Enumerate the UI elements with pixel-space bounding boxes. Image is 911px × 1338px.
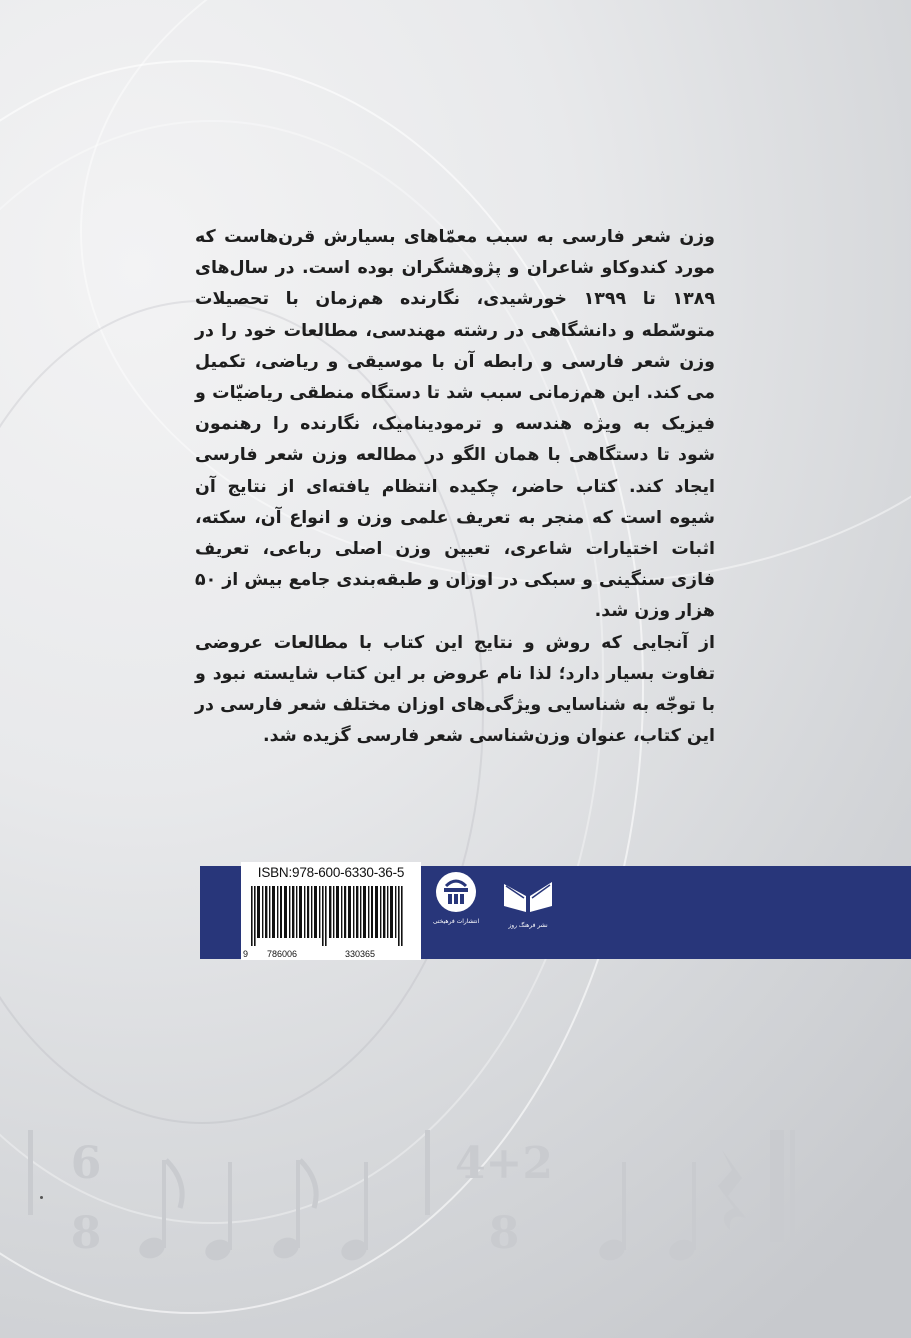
barcode-digits-right: 330365 [345, 949, 376, 959]
eighth-note-icon [136, 1160, 182, 1262]
quarter-note-icon [202, 1162, 233, 1264]
eighth-note-icon [270, 1160, 316, 1262]
publisher-emblem-icon [436, 872, 476, 912]
isbn-label: ISBN:978-600-6330-36-5 [241, 862, 421, 884]
blurb-paragraph-1: وزن شعر فارسی به سبب معمّاهای بسیارش قرن‌هاست که مورد کندوکاو شاعران و پژوهشگران بوده است. در سال‌های ۱۳۸۹ تا ۱۳۹۹ خورشیدی، نگارنده هم‌زمان با تحصیلات متوسّطه و دانشگاهی در رشته مهندسی، مطالعات خود را در وزن شعر فارسی و رابطه آن با موسیقی و ریاضی، تکمیل می کند. این هم‌زمانی سبب شد تا دستگاه منطقی ریاضیّات و فیزیک به ویژه هندسه و ترمودینامیک، نگارنده را رهنمون شود تا دستگاهی با همان الگو در مطالعه وزن شعر فارسی ایجاد کند. کتاب حاضر، چکیده انتظام یافته‌ای از نتایج آن شیوه است که منجر به تعریف علمی وزن و انواع آن، سکته، اثبات اختیارات شاعری، تعیین وزن اصلی رباعی، تعریف فازی سنگینی و سبکی در اوزان و طبقه‌بندی جامع بیش از ۵۰ هزار وزن شد. [195, 227, 715, 622]
music-notation-decoration [0, 1120, 911, 1310]
publisher-logo-b [500, 876, 556, 938]
open-book-icon [500, 876, 556, 916]
final-barline-icon [770, 1130, 784, 1242]
publisher-logo-a [432, 872, 480, 932]
barcode-bars-icon [241, 884, 421, 946]
time-signature-top: 6 [70, 1138, 102, 1189]
time-signature-bottom: 8 [488, 1208, 520, 1259]
isbn-barcode [241, 884, 421, 960]
time-signature-top: 4+2 [454, 1138, 554, 1189]
publisher-logo-b-caption: نشر فرهنگ روز [508, 922, 548, 929]
blurb-paragraph-2: از آنجایی که روش و نتایج این کتاب با مطالعات عروضی تفاوت بسیار دارد؛ لذا نام عروض بر این کتاب شایسته نبود و با توجّه به شناسایی ویژگی‌های اوزان مختلف شعر فارسی در این کتاب، عنوان وزن‌شناسی شعر فارسی گزیده شد. [195, 632, 715, 747]
barline-icon [425, 1130, 430, 1215]
time-signature-bottom: 8 [70, 1208, 102, 1259]
publisher-logo-a-caption: انتشارات فرهیختی [432, 918, 480, 925]
barcode-digit-first: 9 [243, 949, 249, 959]
speck [40, 1196, 43, 1199]
quarter-note-icon [666, 1162, 697, 1264]
final-barline-icon [790, 1130, 795, 1242]
blurb-text [195, 222, 715, 752]
quarter-rest-icon [718, 1150, 746, 1230]
barcode-digits [241, 946, 421, 960]
barcode-digits-left: 786006 [267, 949, 298, 959]
barline-icon [28, 1130, 33, 1215]
quarter-note-icon [338, 1162, 369, 1264]
quarter-note-icon [596, 1162, 627, 1264]
